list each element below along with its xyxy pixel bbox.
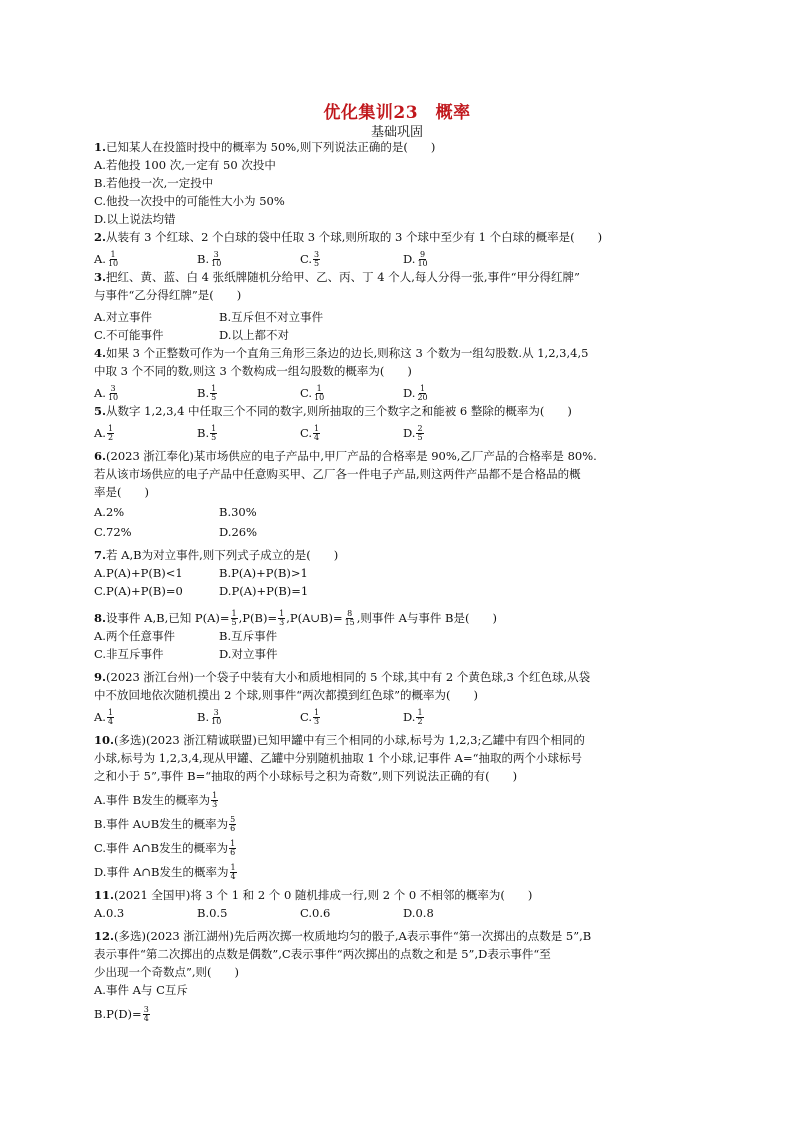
- question-number: 6.: [94, 449, 107, 463]
- option-row: [94, 304, 694, 326]
- question-number: 2.: [94, 230, 107, 244]
- question-text: 表示事件“第二次掷出的点数是偶数”,C表示事件“两次掷出的点数之和是 5”,D表示事件“至: [94, 947, 551, 961]
- question-11: [94, 886, 694, 922]
- fraction: $\frac{1}{3}$: [279, 609, 285, 627]
- question-number: 8.: [94, 611, 107, 625]
- question-5: [94, 402, 694, 442]
- question-text: (多选)(2023 浙江精诚联盟)已知甲罐中有三个相同的小球,标号为 1,2,3;乙罐中有四个相同的: [114, 733, 585, 747]
- question-text: 从装有 3 个红球、2 个白球的袋中任取 3 个球,则所取的 3 个球中至少有 1 个白球的概率是( ): [106, 230, 603, 244]
- option-c: C.0.6: [300, 906, 331, 920]
- question-text: 中不放回地依次随机摸出 2 个球,则事件“两次都摸到红色球”的概率为( ): [94, 688, 479, 702]
- option-row: [94, 380, 694, 402]
- option-a: A.两个任意事件: [94, 629, 175, 643]
- question-text: 小球,标号为 1,2,3,4,现从甲罐、乙罐中分别随机抽取 1 个小球,记事件 A=“抽取的两个小球标号: [94, 751, 582, 765]
- option-a: A. $\frac{1}{4}$: [94, 708, 114, 726]
- option-a: A. $\frac{1}{2}$: [94, 424, 114, 442]
- option-d: D. $\frac{1}{2}$: [403, 708, 423, 726]
- option-a: A. $\frac{3}{10}$: [94, 384, 119, 402]
- question-1: [94, 138, 694, 228]
- option-c: C. $\frac{1}{4}$: [300, 424, 320, 442]
- question-3: [94, 268, 694, 344]
- question-number: 10.: [94, 733, 115, 747]
- option-b: B. $\frac{3}{10}$: [197, 708, 222, 726]
- option-c: C.事件 A∩B发生的概率为 $\frac{1}{6}$: [94, 839, 236, 857]
- question-text: (2021 全国甲)将 3 个 1 和 2 个 0 随机排成一行,则 2 个 0 不相邻的概率为( ): [114, 888, 533, 902]
- question-7: [94, 546, 694, 600]
- question-text: 若从该市场供应的电子产品中任意购买甲、乙厂各一件电子产品,则这两件产品都不是合格品的概: [94, 467, 581, 481]
- question-number: 3.: [94, 270, 107, 284]
- option-a: A. $\frac{1}{10}$: [94, 250, 119, 268]
- question-6: [94, 447, 694, 541]
- section-subtitle: 基础巩固: [370, 125, 423, 140]
- question-text: 之和小于 5”,事件 B=“抽取的两个小球标号之积为奇数”,则下列说法正确的有( ): [94, 769, 518, 783]
- option-a: A.事件 A与 C互斥: [94, 983, 188, 997]
- option-d: D. $\frac{2}{5}$: [403, 424, 423, 442]
- question-8: 8. 设事件 A,B,已知 P(A)= $\frac{1}{5}$ ,P(B)= $\frac{1}{3}$ ,P(A∪B)= $\frac{8}{15}$ ,则事件 A与事件 B是( ) A.两个任意事件 B.互斥事件 C.非互斥事件 D.对立事件: [94, 605, 694, 663]
- option-row: [94, 420, 694, 442]
- option-row: [94, 521, 694, 541]
- question-text: 少出现一个奇数点”,则( ): [94, 965, 240, 979]
- option-row: [94, 326, 694, 344]
- option-c: C.P(A)+P(B)=0: [94, 584, 183, 598]
- question-number: 7.: [94, 548, 107, 562]
- question-4: [94, 344, 694, 402]
- question-text: 如果 3 个正整数可作为一个直角三角形三条边的边长,则称这 3 个数为一组勾股数.从 1,2,3,4,5: [106, 346, 589, 360]
- question-text: (2023 浙江台州)一个袋子中装有大小和质地相同的 5 个球,其中有 2 个黄色球,3 个红色球,从袋: [106, 670, 591, 684]
- question-2: [94, 228, 694, 268]
- question-list: [94, 138, 694, 1023]
- option-row: [94, 501, 694, 521]
- option-d: D.26%: [219, 525, 258, 539]
- fraction: $\frac{8}{15}$: [344, 609, 355, 627]
- option-b: B.0.5: [197, 906, 228, 920]
- question-text: 与事件“乙分得红牌”是( ): [94, 288, 242, 302]
- option-d: D.对立事件: [219, 647, 278, 661]
- option-b: B. $\frac{3}{10}$: [197, 250, 222, 268]
- option-row: [94, 246, 694, 268]
- option-row: [94, 582, 694, 600]
- option-c: C.不可能事件: [94, 328, 164, 342]
- question-number: 1.: [94, 140, 107, 154]
- option-c: C.非互斥事件: [94, 647, 164, 661]
- question-10: [94, 731, 694, 881]
- question-number: 5.: [94, 404, 107, 418]
- option-d: D. $\frac{9}{10}$: [403, 250, 428, 268]
- question-number: 4.: [94, 346, 107, 360]
- option-a: A.P(A)+P(B)<1: [94, 566, 183, 580]
- option-c: C. $\frac{3}{5}$: [300, 250, 320, 268]
- option-d: D.P(A)+P(B)=1: [219, 584, 309, 598]
- option-row: [94, 704, 694, 726]
- question-text: 把红、黄、蓝、白 4 张纸牌随机分给甲、乙、丙、丁 4 个人,每人分得一张,事件“甲分得红牌”: [106, 270, 580, 284]
- option-b: B.互斥事件: [219, 629, 278, 643]
- question-text: (多选)(2023 浙江湖州)先后两次掷一枚质地均匀的骰子,A表示事件“第一次掷出的点数是 5”,B: [114, 929, 592, 943]
- page-title: 优化集训23 概率: [323, 103, 471, 123]
- option-c: C.72%: [94, 525, 132, 539]
- option-a: A.0.3: [94, 906, 125, 920]
- option-row: [94, 564, 694, 582]
- option-d: D.事件 A∩B发生的概率为 $\frac{1}{4}$: [94, 863, 236, 881]
- option-b: B.若他投一次,一定投中: [94, 176, 214, 190]
- option-a: A.事件 B发生的概率为 $\frac{1}{3}$: [94, 791, 218, 809]
- option-b: B.互斥但不对立事件: [219, 310, 324, 324]
- option-c: C. $\frac{1}{3}$: [300, 708, 320, 726]
- option-b: B. $\frac{1}{5}$: [197, 384, 217, 402]
- option-d: D.以上都不对: [219, 328, 289, 342]
- option-a: A.若他投 100 次,一定有 50 次投中: [94, 158, 276, 172]
- question-number: 12.: [94, 929, 115, 943]
- question-text: (2023 浙江奉化)某市场供应的电子产品中,甲厂产品的合格率是 90%,乙厂产品的合格率是 80%.: [106, 449, 597, 463]
- option-a: A.对立事件: [94, 310, 152, 324]
- option-row: [94, 627, 694, 645]
- question-text: 从数字 1,2,3,4 中任取三个不同的数字,则所抽取的三个数字之和能被 6 整除的概率为( ): [106, 404, 572, 418]
- option-d: D. $\frac{1}{20}$: [403, 384, 428, 402]
- question-number: 9.: [94, 670, 107, 684]
- option-b: B.30%: [219, 505, 257, 519]
- question-text: 已知某人在投篮时投中的概率为 50%,则下列说法正确的是( ): [106, 140, 436, 154]
- option-d: D.0.8: [403, 906, 434, 920]
- fraction: $\frac{1}{5}$: [231, 609, 237, 627]
- option-c: C. $\frac{1}{10}$: [300, 384, 325, 402]
- option-b: B.P(A)+P(B)>1: [219, 566, 308, 580]
- question-12: [94, 927, 694, 1023]
- option-b: B.事件 A∪B发生的概率为 $\frac{5}{6}$: [94, 815, 236, 833]
- question-text: 若 A,B为对立事件,则下列式子成立的是( ): [106, 548, 339, 562]
- question-text: 率是( ): [94, 485, 149, 499]
- option-row: [94, 904, 694, 922]
- option-row: [94, 645, 694, 663]
- option-b: B.P(D)= $\frac{3}{4}$: [94, 1005, 149, 1023]
- option-b: B. $\frac{1}{5}$: [197, 424, 217, 442]
- question-number: 11.: [94, 888, 115, 902]
- option-a: A.2%: [94, 505, 125, 519]
- question-text: 中取 3 个不同的数,则这 3 个数构成一组勾股数的概率为( ): [94, 364, 412, 378]
- question-9: [94, 668, 694, 726]
- option-c: C.他投一次投中的可能性大小为 50%: [94, 194, 285, 208]
- option-d: D.以上说法均错: [94, 212, 176, 226]
